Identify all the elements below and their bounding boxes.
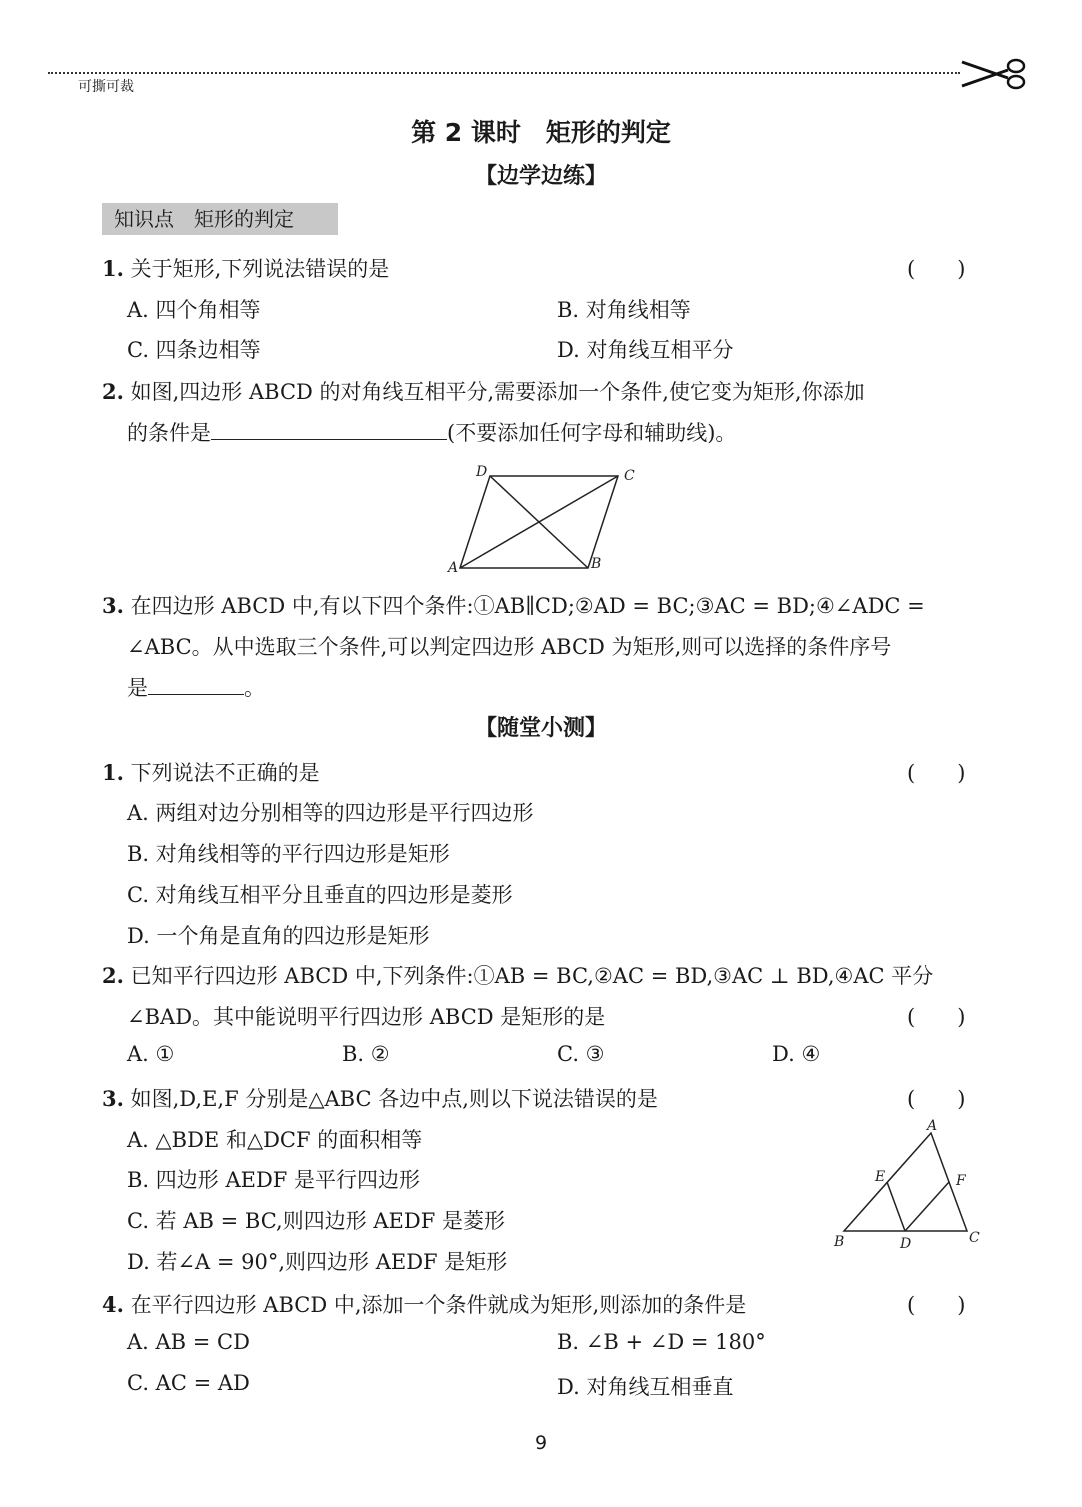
option-b: B. 对角线相等 (557, 298, 691, 322)
question-text: 是 (127, 676, 148, 700)
label-f: F (956, 1173, 966, 1189)
cut-label: 可撕可裁 (78, 79, 134, 95)
s2-q4 (102, 1289, 746, 1319)
section-heading-practice: 【边学边练】 (474, 164, 607, 189)
answer-paren: ( ) (907, 1293, 966, 1317)
option-a: A. AB = CD (127, 1330, 250, 1354)
question-number: 1. (102, 256, 124, 281)
option-a: A. 四个角相等 (127, 298, 261, 322)
question-text: 关于矩形,下列说法错误的是 (130, 257, 390, 281)
question-text: 的条件是 (127, 421, 211, 445)
question-number: 3. (102, 1086, 124, 1111)
label-b: B (591, 556, 602, 572)
option-a: A. △BDE 和△DCF 的面积相等 (127, 1128, 423, 1152)
s2-q3 (102, 1083, 658, 1113)
question-number: 2. (102, 963, 124, 988)
question-text: 。 (244, 676, 265, 700)
option-b: B. 四边形 AEDF 是平行四边形 (127, 1168, 421, 1192)
answer-paren: ( ) (907, 761, 966, 785)
s2-q2-line1 (102, 960, 933, 990)
page-number: 9 (534, 1432, 548, 1454)
label-a: A (927, 1118, 938, 1134)
question-number: 2. (102, 379, 124, 404)
question-text: 在四边形 ABCD 中,有以下四个条件:①AB∥CD;②AD = BC;③AC = BD;④∠ADC = (130, 594, 925, 618)
cut-line (48, 72, 960, 74)
option-d: D. 一个角是直角的四边形是矩形 (127, 924, 430, 948)
page-title: 第 2 课时 矩形的判定 (411, 118, 671, 147)
label-c: C (969, 1230, 980, 1246)
label-c: C (624, 468, 635, 484)
option-c: C. ③ (557, 1042, 605, 1066)
scissors-icon (958, 56, 1028, 92)
question-number: 4. (102, 1292, 124, 1317)
question-text: 如图,四边形 ABCD 的对角线互相平分,需要添加一个条件,使它变为矩形,你添加 (130, 380, 865, 404)
s1-q3-line1 (102, 590, 925, 620)
question-text: 下列说法不正确的是 (130, 761, 320, 785)
segment-df (905, 1182, 949, 1231)
answer-paren: ( ) (907, 1087, 966, 1111)
option-b: B. ② (342, 1042, 390, 1066)
s2-q2-line2: ∠BAD。其中能说明平行四边形 ABCD 是矩形的是 (127, 1005, 606, 1029)
s1-q1 (102, 253, 389, 283)
answer-paren: ( ) (907, 1005, 966, 1029)
parallelogram-figure (440, 458, 640, 578)
segment-ed (887, 1182, 905, 1231)
s1-q2-line2 (127, 417, 736, 447)
question-text: 在平行四边形 ABCD 中,添加一个条件就成为矩形,则添加的条件是 (130, 1293, 747, 1317)
s1-q3-line3 (127, 672, 265, 702)
label-d: D (900, 1236, 912, 1252)
s2-q1 (102, 757, 320, 787)
s1-q2-line1 (102, 376, 865, 406)
answer-paren: ( ) (907, 257, 966, 281)
label-b: B (834, 1234, 845, 1250)
option-a: A. ① (127, 1042, 175, 1066)
label-a: A (448, 560, 459, 576)
question-text: 已知平行四边形 ABCD 中,下列条件:①AB = BC,②AC = BD,③AC ⊥ BD,④AC 平分 (130, 964, 934, 988)
option-c: C. 四条边相等 (127, 338, 261, 362)
answer-blank[interactable] (211, 421, 447, 440)
label-e: E (875, 1169, 886, 1185)
option-b: B. ∠B + ∠D = 180° (557, 1330, 766, 1354)
option-d: D. 若∠A = 90°,则四边形 AEDF 是矩形 (127, 1250, 508, 1274)
triangle-figure (826, 1118, 996, 1258)
question-number: 3. (102, 593, 124, 618)
option-c: C. 若 AB = BC,则四边形 AEDF 是菱形 (127, 1209, 505, 1233)
knowledge-point-label: 知识点 矩形的判定 (102, 203, 338, 235)
question-text: (不要添加任何字母和辅助线)。 (447, 421, 737, 445)
s1-q3-line2: ∠ABC。从中选取三个条件,可以判定四边形 ABCD 为矩形,则可以选择的条件序号 (127, 635, 892, 659)
question-text: 如图,D,E,F 分别是△ABC 各边中点,则以下说法错误的是 (130, 1087, 658, 1111)
option-b: B. 对角线相等的平行四边形是矩形 (127, 842, 450, 866)
option-c: C. AC = AD (127, 1371, 250, 1395)
option-d: D. 对角线互相垂直 (557, 1375, 734, 1399)
answer-blank[interactable] (148, 676, 244, 695)
option-d: D. 对角线互相平分 (557, 338, 734, 362)
question-number: 1. (102, 760, 124, 785)
option-c: C. 对角线互相平分且垂直的四边形是菱形 (127, 883, 513, 907)
option-a: A. 两组对边分别相等的四边形是平行四边形 (127, 801, 534, 825)
option-d: D. ④ (772, 1042, 821, 1066)
diagonal-bd (490, 476, 588, 568)
label-d: D (476, 464, 488, 480)
section-heading-quiz: 【随堂小测】 (474, 716, 607, 741)
